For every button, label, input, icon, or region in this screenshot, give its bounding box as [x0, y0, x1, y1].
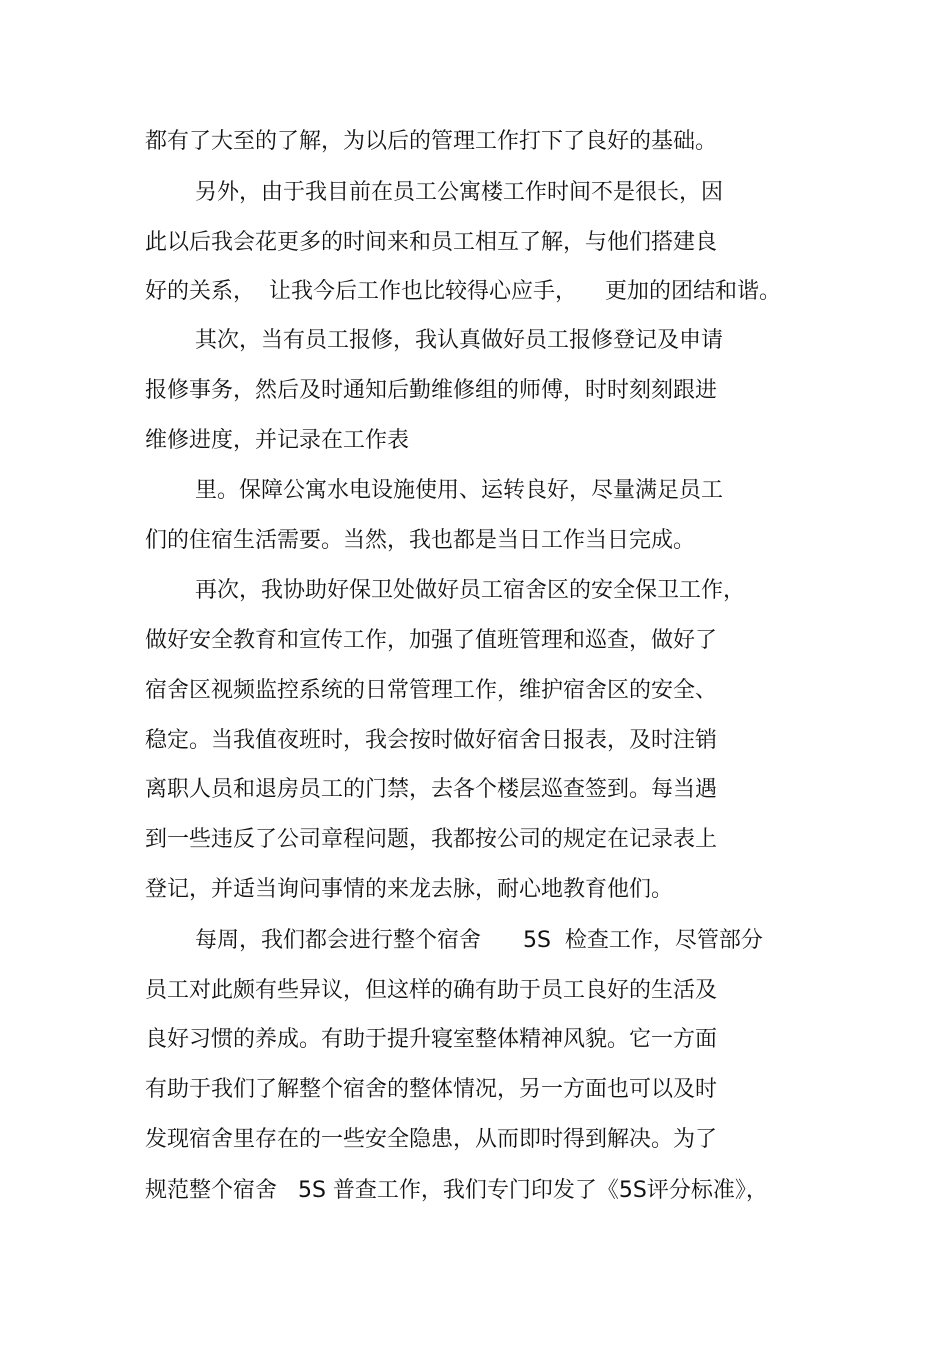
text-line-15: 到一些违反了公司章程问题，我都按公司的规定在记录表上	[145, 827, 718, 852]
text-line-10: 再次，我协助好保卫处做好员工宿舍区的安全保卫工作，	[195, 578, 746, 603]
text-line-3: 此以后我会花更多的时间来和员工相互了解，与他们搭建良	[145, 230, 718, 255]
text-line-21: 发现宿舍里存在的一些安全隐患，从而即时得到解决。为了	[145, 1127, 718, 1152]
text-line-19: 良好习惯的养成。有助于提升寝室整体精神风貌。它一方面	[145, 1027, 718, 1052]
text-line-20: 有助于我们了解整个宿舍的整体情况，另一方面也可以及时	[145, 1077, 718, 1102]
text-line-1: 都有了大至的了解，为以后的管理工作打下了良好的基础。	[145, 129, 718, 154]
text-line-17: 每周，我们都会进行整个宿舍 5S 检查工作，尽管部分	[195, 928, 763, 953]
text-line-8: 里。保障公寓水电设施使用、运转良好，尽量满足员工	[195, 478, 724, 503]
text-line-14: 离职人员和退房员工的门禁，去各个楼层巡查签到。每当遇	[145, 777, 718, 802]
text-line-18: 员工对此颇有些异议，但这样的确有助于员工良好的生活及	[145, 978, 718, 1003]
text-line-9: 们的住宿生活需要。当然，我也都是当日工作当日完成。	[145, 528, 696, 553]
text-line-16: 登记，并适当询问事情的来龙去脉，耐心地教育他们。	[145, 877, 674, 902]
text-line-2: 另外，由于我目前在员工公寓楼工作时间不是很长，因	[195, 180, 724, 205]
text-line-4: 好的关系， 让我今后工作也比较得心应手， 更加的团结和谐。	[145, 279, 781, 304]
text-line-13: 稳定。当我值夜班时，我会按时做好宿舍日报表，及时注销	[145, 728, 718, 753]
text-line-5: 其次，当有员工报修，我认真做好员工报修登记及申请	[195, 328, 724, 353]
text-line-22: 规范整个宿舍 5S 普查工作，我们专门印发了《5S评分标准》，	[145, 1178, 768, 1203]
text-line-7: 维修进度，并记录在工作表	[145, 428, 410, 453]
text-line-12: 宿舍区视频监控系统的日常管理工作，维护宿舍区的安全、	[145, 678, 718, 703]
text-line-11: 做好安全教育和宣传工作，加强了值班管理和巡查，做好了	[145, 628, 718, 653]
text-line-6: 报修事务，然后及时通知后勤维修组的师傅，时时刻刻跟进	[145, 378, 718, 403]
